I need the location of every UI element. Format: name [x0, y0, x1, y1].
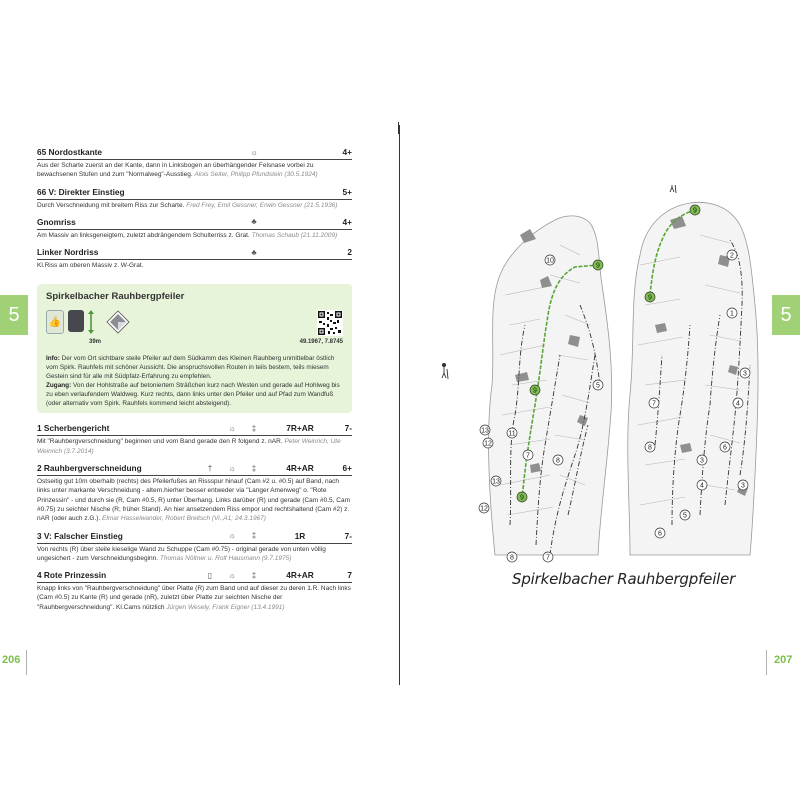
route-description: [37, 230, 352, 240]
crag-infobox: [37, 284, 352, 413]
route-description: [37, 583, 352, 612]
route-entry: [37, 568, 352, 612]
route-description: [37, 160, 352, 180]
route-first-ascent: Peter Weinrich, Ute Weinrich (3.7.2014): [37, 438, 341, 455]
route-bolting: 1R: [294, 530, 306, 541]
route-marker-label: 10: [546, 257, 554, 265]
route-grade: 4+: [342, 216, 352, 227]
qr-code-icon[interactable]: [317, 310, 343, 336]
route-marker-label: 12: [480, 505, 488, 513]
route-list-top: [37, 145, 352, 270]
route-marker-label: 6: [723, 444, 727, 452]
route-description: [37, 200, 352, 210]
route-marker-label: 5: [596, 382, 600, 390]
route-desc-text: Aus der Scharte zuerst an der Kante, dann in Linksbogen an überhängender Felsnase vorbei zu bewachsenen Stufen und zum "Normalweg"-Ausstieg.: [37, 162, 314, 179]
route-marker-label: 8: [648, 444, 652, 452]
chapter-tab-label: 5: [780, 303, 792, 326]
chapter-tab-left: [0, 295, 28, 335]
route-name: 1 Scherbengericht: [37, 423, 110, 434]
route-grade: 7-: [344, 423, 352, 434]
route-marker-label: 4: [736, 400, 740, 408]
route-desc-text: Mit "Rauhbergverschneidung" beginnen und vom Band gerade den R folgend z. nAR.: [37, 438, 283, 446]
rock-type-icon: [68, 310, 84, 332]
tree-icon: ♣: [251, 217, 257, 227]
hiker-icon: [670, 185, 676, 193]
route-description: [37, 260, 352, 270]
hiker-icon: †: [207, 463, 213, 473]
route-grade: 2: [347, 247, 352, 258]
route-marker-label: 4: [700, 482, 704, 490]
route-marker-label: 7: [652, 400, 656, 408]
page-number: 206: [2, 654, 21, 666]
gutter-line: [399, 125, 400, 685]
route-entry: [37, 245, 352, 270]
route-first-ascent: Thomas Schaub (21.11.2009): [251, 231, 338, 239]
route-bolting: 4R+AR: [286, 463, 314, 474]
route-header: [37, 245, 352, 260]
route-icons: [226, 424, 260, 433]
route-marker-label: 13: [481, 427, 489, 435]
route-icons: [248, 148, 260, 157]
route-first-ascent: Jürgen Wesely, Frank Eigner (13.4.1991): [166, 603, 285, 611]
route-first-ascent: Fred Frey, Emil Gessner, Erwin Gessner (21.5.1936): [186, 201, 338, 209]
hiker-icon: [442, 363, 448, 379]
book-icon: ▯: [207, 570, 213, 580]
route-desc-text: Kl.Riss am oberen Massiv z. W-Grat.: [37, 262, 144, 270]
route-marker-label: 7: [526, 452, 530, 460]
crag-height: 39m: [89, 339, 102, 346]
quickdraw-icon: ‡: [251, 423, 257, 433]
route-grade: 5+: [342, 186, 352, 197]
route-entry: [37, 145, 352, 180]
route-marker-label: 13: [492, 478, 500, 486]
route-marker-label: 3: [700, 457, 704, 465]
route-header: [37, 529, 352, 544]
route-entry: [37, 421, 352, 456]
route-marker-label: 9: [533, 387, 537, 395]
route-entry: [37, 529, 352, 564]
route-marker-label: 9: [693, 207, 697, 215]
sun-icon: ☼: [228, 570, 236, 580]
route-name: 2 Rauhbergverschneidung: [37, 463, 142, 474]
route-icons: [204, 571, 260, 580]
route-bolting: 4R+AR: [286, 570, 314, 581]
route-list-bottom: [37, 421, 352, 612]
info-text: Der vom Ort sichtbare steile Pfeiler auf dem Südkamm des Kleinen Rauhberg unmittelbar östlich vom Spirk. Rauhfels mit schöner Aussicht. Die anspruchsvollen Routen in teils bestem, teils miesem Gestein sind für alle mit Südpfalz-Erfahrung zu empfehlen.: [46, 355, 335, 381]
topo-drawing: [440, 185, 780, 575]
route-icons: [248, 217, 260, 226]
route-entry: [37, 461, 352, 523]
crag-title: Spirkelbacher Rauhbergpfeiler: [46, 291, 185, 303]
route-name: Gnomriss: [37, 216, 76, 227]
route-header: [37, 185, 352, 200]
route-name: Linker Nordriss: [37, 247, 99, 258]
sun-icon: ☼: [250, 147, 258, 157]
route-description: [37, 476, 352, 523]
compass-icon: [106, 310, 130, 334]
route-marker-label: 3: [741, 482, 745, 490]
sun-icon: ☼: [228, 423, 236, 433]
route-header: [37, 215, 352, 230]
chapter-tab-label: 5: [8, 303, 20, 326]
route-grade: 4+: [342, 147, 352, 157]
tree-icon: ♣: [251, 247, 257, 257]
route-bolting: 7R+AR: [286, 423, 314, 434]
route-marker-label: 12: [484, 440, 492, 448]
route-desc-text: Am Massiv an linksgeneigtem, zuletzt abdrängendem Schulterriss z. Grat.: [37, 231, 250, 239]
page-margin-line: [766, 650, 767, 675]
thumbs-up-icon: 👍: [46, 310, 64, 334]
route-header: [37, 461, 352, 476]
quickdraw-icon: ‡: [251, 570, 257, 580]
route-name: 3 V: Falscher Einstieg: [37, 530, 123, 541]
route-header: [37, 421, 352, 436]
gps-coordinates: 49.1967, 7.8745: [299, 339, 343, 346]
route-entry: [37, 185, 352, 210]
info-label: Info:: [46, 355, 60, 363]
route-desc-text: Von rechts (R) über steile kieselige Wand zu Schuppe (Cam #0.75) - original gerade von unten völlig ungesichert - zum Verschneidungsbeginn.: [37, 545, 326, 562]
page-number: 207: [774, 654, 793, 666]
route-name: 65 Nordostkante: [37, 147, 103, 157]
route-grade: 6+: [342, 463, 352, 474]
route-name: 66 V: Direkter Einstieg: [37, 186, 125, 197]
route-marker-label: 7: [546, 554, 550, 562]
route-marker-label: 9: [596, 262, 600, 270]
route-marker-label: 6: [658, 530, 662, 538]
route-icons: [248, 248, 260, 257]
route-desc-text: Ostseitig gut 10m oberhalb (rechts) des Pfeilerfußes an Rissspur hinauf (Cam #2 u. #0.5) auf Band, nach links unter markante Verschneidung - altern.hierher besser entweder via "Langer Amenweg" o. "Rote Prinzessin" - und durch sie (R, Cam #0.5, R) unter Überhang. Links darüber (R) und gerade (Cam #0.5, Cam #0.75) zu seichter Nische (R; früher Stand). An hier ansetzendem Riss empor und rechtshaltend (Cam #2) z. nAR (oder auch z.G.).: [37, 478, 351, 523]
topo-title: Spirkelbacher Rauhbergpfeiler: [512, 570, 736, 588]
route-marker-label: 3: [743, 370, 747, 378]
quickdraw-icon: ‡: [251, 463, 257, 473]
route-marker-label: 9: [648, 294, 652, 302]
route-grade: 7: [347, 570, 352, 581]
route-marker-label: 5: [683, 512, 687, 520]
route-first-ascent: Elmar Hasselwander, Robert Breitsch (Vi.,A1; 24.3.1967): [102, 515, 266, 523]
route-desc-text: Knapp links von "Rauhbergverschneidung" über Platte (R) zum Band und auf dieser zu deren 1.R. Nach links (Cam #0.5) zu Kante (R) und gerade (nR), zuletzt über Platte zur seichten Nische der "Rauhbergverschneidung". Kl.Cams nützlich: [37, 585, 351, 611]
right-pillar-rock: [628, 202, 758, 555]
route-entry: [37, 215, 352, 240]
sun-icon: ☼: [228, 463, 236, 473]
crag-description: [46, 354, 343, 408]
route-marker-label: 9: [520, 494, 524, 502]
route-name: 4 Rote Prinzessin: [37, 570, 107, 581]
route-first-ascent: Alois Seiter, Philipp Pfundstein (30.5.1924): [194, 171, 318, 179]
route-description: [37, 436, 352, 456]
route-first-ascent: Thomas Nöltner u. Rolf Hausmann (9.7.1975): [159, 554, 292, 562]
route-marker-label: 8: [510, 554, 514, 562]
route-icons: [226, 531, 260, 540]
route-header: [37, 568, 352, 583]
access-text: Von der Hohlstraße auf betoniertem Sträßchen kurz nach Westen und gerade auf Hohlweg bis zu eben verlaufendem Waldweg. Kurz rechts, dann links unter den Pfeiler und auf Pfad zum Wandfuß (oder alternativ vom Spirk. Rauhfels kommend leicht absteigend).: [46, 382, 340, 408]
route-header: [37, 145, 352, 160]
page-margin-line: [26, 650, 27, 675]
sun-icon: ☼: [228, 531, 236, 541]
height-arrow-icon: [88, 310, 94, 334]
route-marker-label: 2: [730, 252, 734, 260]
route-marker-label: 1: [730, 310, 734, 318]
route-description: [37, 544, 352, 564]
access-label: Zugang:: [46, 382, 72, 390]
route-list: [37, 145, 352, 617]
route-marker-label: 8: [556, 457, 560, 465]
right-page: [400, 0, 800, 800]
route-icons: [204, 464, 260, 473]
quickdraw-icon: ‡: [251, 531, 257, 541]
route-grade: 7-: [344, 530, 352, 541]
route-marker-label: 11: [508, 430, 516, 438]
route-desc-text: Durch Verschneidung mit breitem Riss zur Scharte.: [37, 201, 185, 209]
